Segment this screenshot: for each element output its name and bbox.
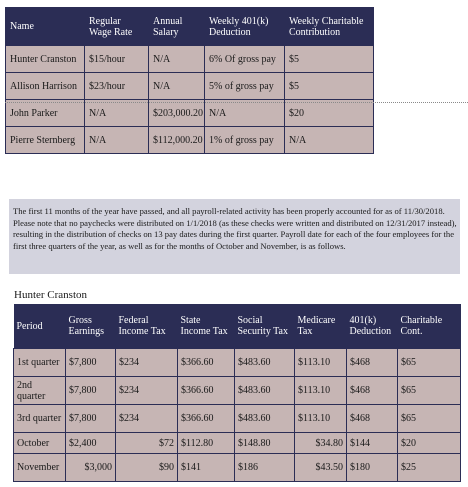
cell-charitable-contribution: $5 <box>285 46 374 73</box>
cell-state-income-tax: $366.60 <box>178 377 235 405</box>
header-state-income-tax: State Income Tax <box>178 304 235 349</box>
cell-wage-rate: N/A <box>85 100 149 127</box>
header-period: Period <box>14 304 66 349</box>
cell-401k-deduction: 6% Of gross pay <box>205 46 285 73</box>
cell-state-income-tax: $112.80 <box>178 433 235 454</box>
cell-401k-deduction: $468 <box>347 405 398 433</box>
header-charitable-contribution: Weekly Charitable Contribution <box>285 8 374 46</box>
cell-social-security-tax: $148.80 <box>235 433 295 454</box>
divider-line <box>5 102 468 103</box>
cell-state-income-tax: $366.60 <box>178 349 235 377</box>
cell-period: October <box>14 433 66 454</box>
header-federal-income-tax: Federal Income Tax <box>116 304 178 349</box>
cell-annual-salary: $112,000.20 <box>149 127 205 154</box>
cell-annual-salary: N/A <box>149 46 205 73</box>
cell-401k-deduction: 1% of gross pay <box>205 127 285 154</box>
cell-medicare-tax: $34.80 <box>295 433 347 454</box>
header-wage-rate: Regular Wage Rate <box>85 8 149 46</box>
cell-401k-deduction: $180 <box>347 454 398 482</box>
cell-social-security-tax: $186 <box>235 454 295 482</box>
table-row <box>6 73 374 100</box>
cell-401k-deduction: $468 <box>347 349 398 377</box>
cell-charitable-cont: $65 <box>398 405 461 433</box>
table-row <box>6 127 374 154</box>
cell-federal-income-tax: $234 <box>116 405 178 433</box>
cell-charitable-contribution: N/A <box>285 127 374 154</box>
cell-gross-earnings: $7,800 <box>66 349 116 377</box>
cell-gross-earnings: $7,800 <box>66 405 116 433</box>
cell-charitable-cont: $65 <box>398 349 461 377</box>
cell-name: Hunter Cranston <box>6 46 85 73</box>
cell-gross-earnings: $7,800 <box>66 377 116 405</box>
cell-state-income-tax: $366.60 <box>178 405 235 433</box>
table-header-row <box>14 304 461 349</box>
table-row <box>6 46 374 73</box>
cell-medicare-tax: $113.10 <box>295 349 347 377</box>
cell-gross-earnings: $3,000 <box>66 454 116 482</box>
table-row <box>14 433 461 454</box>
table-row <box>14 454 461 482</box>
table-row <box>14 405 461 433</box>
employee-name-heading: Hunter Cranston <box>14 289 88 301</box>
employee-pay-table <box>5 7 374 154</box>
cell-state-income-tax: $141 <box>178 454 235 482</box>
cell-charitable-contribution: $5 <box>285 73 374 100</box>
cell-name: Pierre Sternberg <box>6 127 85 154</box>
cell-annual-salary: $203,000.20 <box>149 100 205 127</box>
header-401k-deduction: 401(k) Deduction <box>347 304 398 349</box>
cell-401k-deduction: $468 <box>347 377 398 405</box>
cell-charitable-contribution: $20 <box>285 100 374 127</box>
payroll-summary-table <box>13 304 461 482</box>
cell-charitable-cont: $65 <box>398 377 461 405</box>
table-row <box>6 100 374 127</box>
cell-wage-rate: $23/hour <box>85 73 149 100</box>
cell-name: Allison Harrison <box>6 73 85 100</box>
cell-federal-income-tax: $234 <box>116 377 178 405</box>
cell-social-security-tax: $483.60 <box>235 349 295 377</box>
instructions-block <box>9 199 460 274</box>
header-name: Name <box>6 8 85 46</box>
instructions-paragraph: The first 11 months of the year have passed, and all payroll-related activity has been properly accounted for as of 11/30/2018. Please note that no paychecks were distributed on 1/1/2018 (as these checks were written and distributed on 12/31/2017 instead), resulting in the distribution of checks on 13 pay dates during the first quarter. Payroll date for each of the four employees for the first three quarters of the year, as well as for the months of October and November, is as follows. <box>13 206 457 251</box>
cell-wage-rate: N/A <box>85 127 149 154</box>
cell-social-security-tax: $483.60 <box>235 377 295 405</box>
cell-period: 1st quarter <box>14 349 66 377</box>
cell-401k-deduction: $144 <box>347 433 398 454</box>
header-medicare-tax: Medicare Tax <box>295 304 347 349</box>
cell-wage-rate: $15/hour <box>85 46 149 73</box>
cell-period: 2nd quarter <box>14 377 66 405</box>
header-401k-deduction: Weekly 401(k) Deduction <box>205 8 285 46</box>
cell-social-security-tax: $483.60 <box>235 405 295 433</box>
table-row <box>14 377 461 405</box>
header-gross-earnings: Gross Earnings <box>66 304 116 349</box>
cell-federal-income-tax: $234 <box>116 349 178 377</box>
cell-401k-deduction: N/A <box>205 100 285 127</box>
cell-period: 3rd quarter <box>14 405 66 433</box>
cell-medicare-tax: $43.50 <box>295 454 347 482</box>
header-charitable-cont: Charitable Cont. <box>398 304 461 349</box>
cell-charitable-cont: $25 <box>398 454 461 482</box>
cell-name: John Parker <box>6 100 85 127</box>
cell-period: November <box>14 454 66 482</box>
header-annual-salary: Annual Salary <box>149 8 205 46</box>
cell-401k-deduction: 5% of gross pay <box>205 73 285 100</box>
table-row <box>14 349 461 377</box>
cell-medicare-tax: $113.10 <box>295 377 347 405</box>
cell-medicare-tax: $113.10 <box>295 405 347 433</box>
cell-federal-income-tax: $90 <box>116 454 178 482</box>
cell-annual-salary: N/A <box>149 73 205 100</box>
cell-charitable-cont: $20 <box>398 433 461 454</box>
header-social-security-tax: Social Security Tax <box>235 304 295 349</box>
table-header-row <box>6 8 374 46</box>
cell-gross-earnings: $2,400 <box>66 433 116 454</box>
cell-federal-income-tax: $72 <box>116 433 178 454</box>
